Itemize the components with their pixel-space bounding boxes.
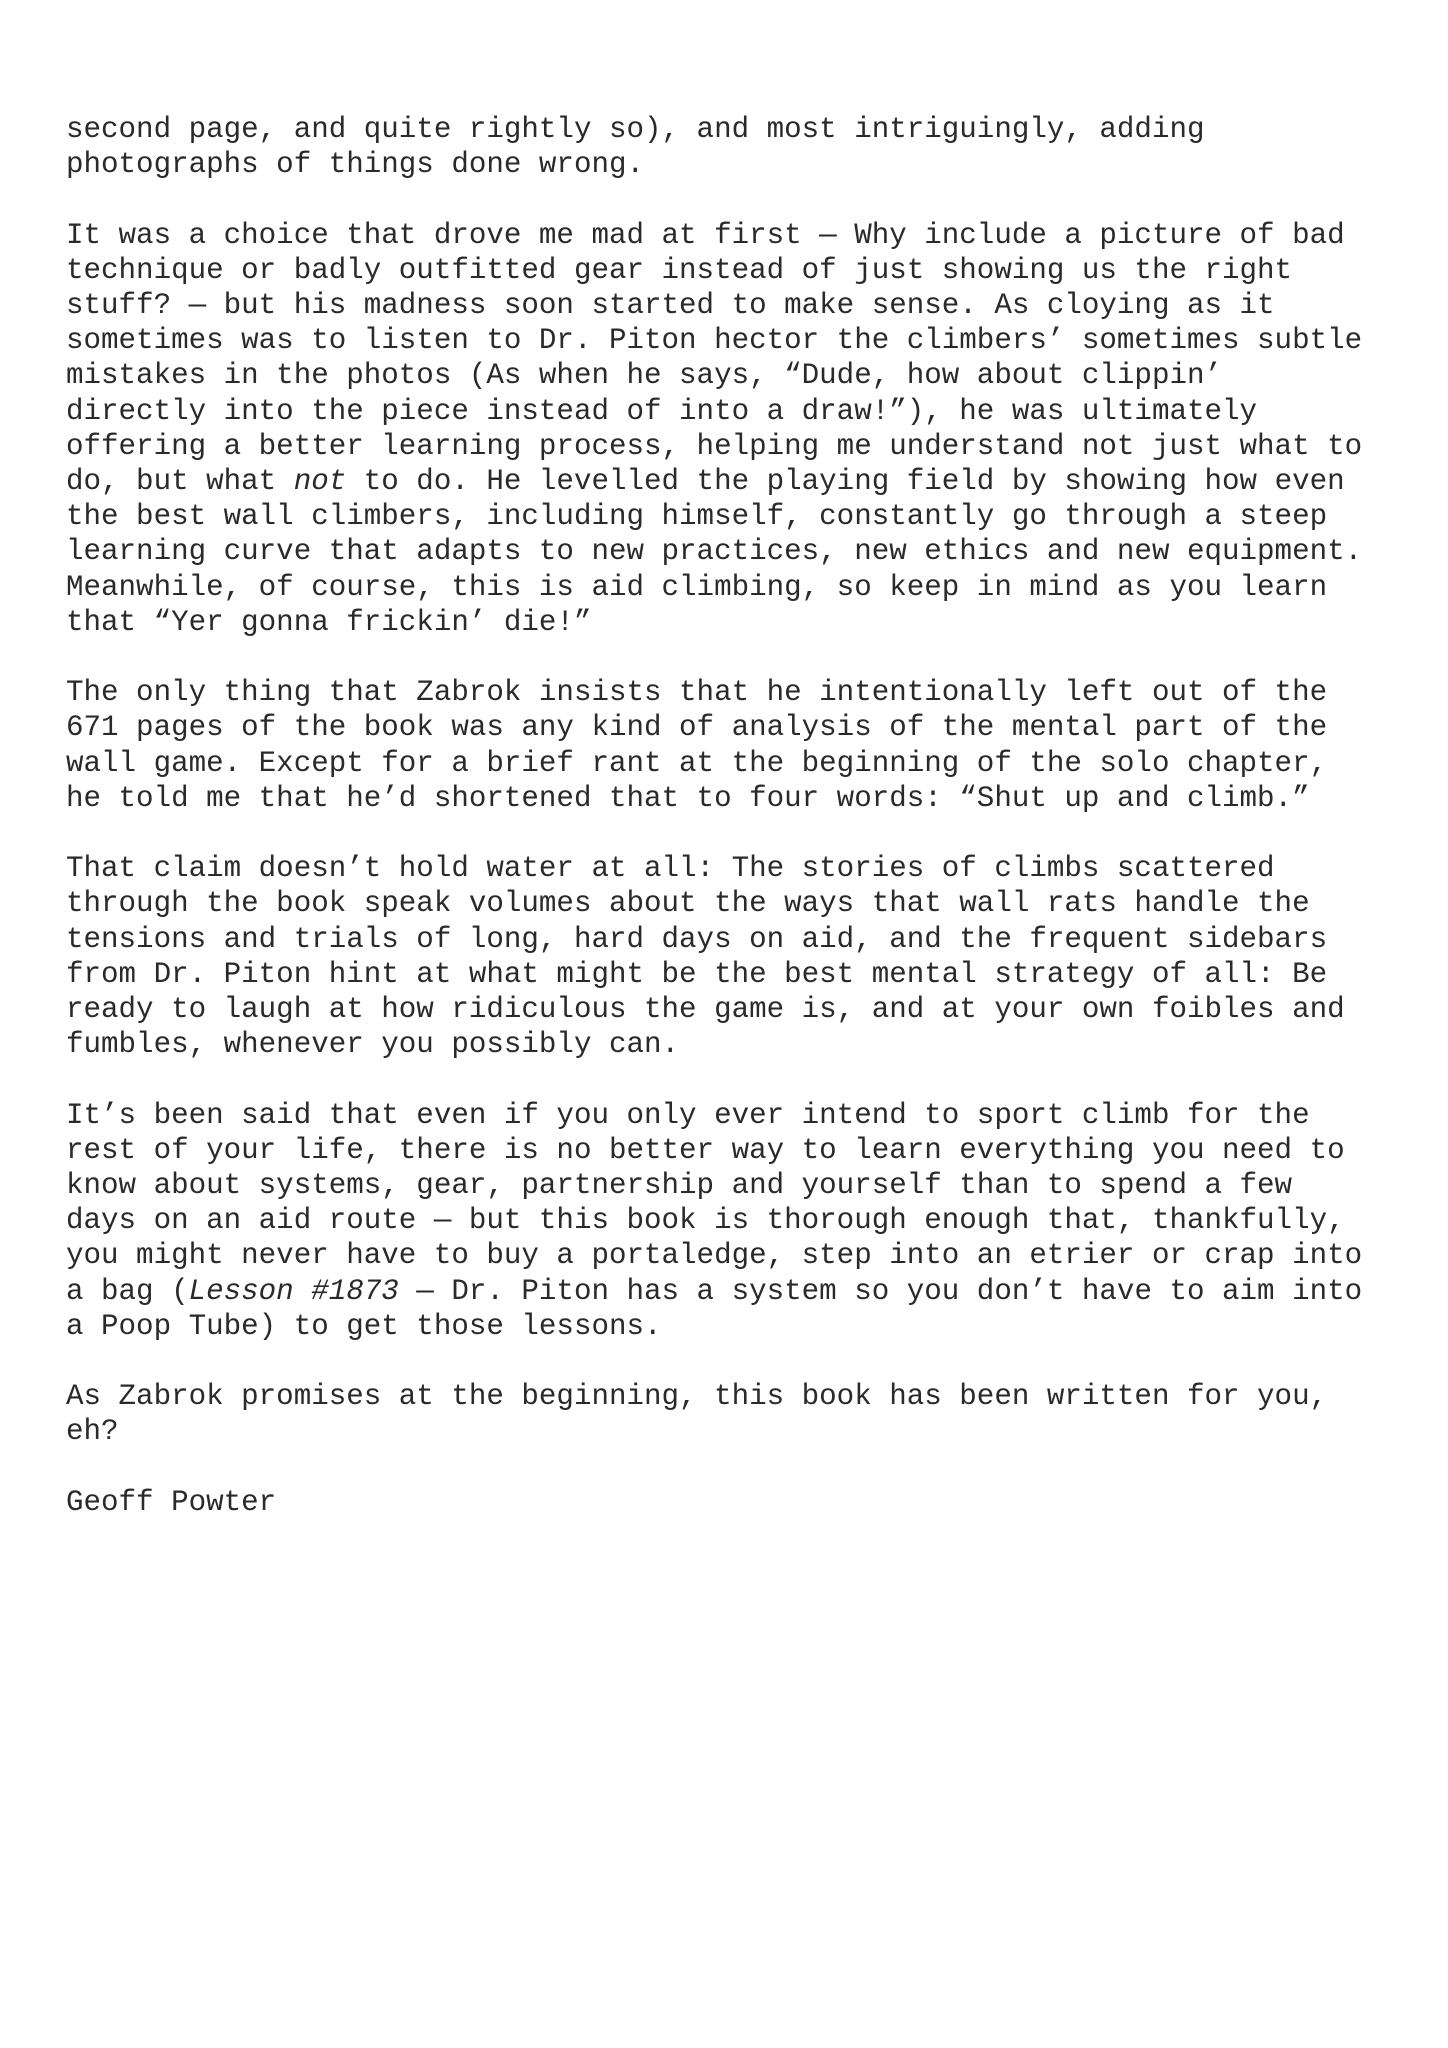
text-line bbox=[66, 710, 1406, 745]
text-line bbox=[66, 1309, 1406, 1344]
text-line bbox=[66, 1133, 1406, 1168]
text-run: days on an aid route — but this book is thorough enough that, thankfully, bbox=[66, 1204, 1345, 1238]
text-run: photographs of things done wrong. bbox=[66, 148, 645, 182]
text-run: from Dr. Piton hint at what might be the best mental strategy of all: Be bbox=[66, 957, 1328, 991]
text-line bbox=[66, 992, 1406, 1027]
text-line bbox=[66, 499, 1406, 534]
text-line bbox=[66, 394, 1406, 429]
text-run: Meanwhile, of course, this is aid climbing, so keep in mind as you learn bbox=[66, 570, 1328, 604]
text-run: mistakes in the photos (As when he says, “Dude, how about clippin’ bbox=[66, 359, 1223, 393]
text-run: wall game. Except for a brief rant at the beginning of the solo chapter, bbox=[66, 746, 1328, 780]
text-run: — Dr. Piton has a system so you don’t have to aim into bbox=[398, 1274, 1363, 1308]
text-line bbox=[66, 323, 1406, 358]
text-line bbox=[66, 218, 1406, 253]
text-run: you might never have to buy a portaledge, step into an etrier or crap into bbox=[66, 1239, 1363, 1273]
paragraph bbox=[66, 218, 1406, 640]
paragraph bbox=[66, 851, 1406, 1062]
text-run: fumbles, whenever you possibly can. bbox=[66, 1028, 680, 1062]
paragraph bbox=[66, 1379, 1406, 1449]
text-line bbox=[66, 112, 1406, 147]
text-run: It was a choice that drove me mad at first — Why include a picture of bad bbox=[66, 218, 1345, 252]
text-line bbox=[66, 746, 1406, 781]
text-run: directly into the piece instead of into a draw!”), he was ultimately bbox=[66, 394, 1258, 428]
text-run: he told me that he’d shortened that to four words: “Shut up and climb.” bbox=[66, 781, 1310, 815]
emphasis-run: Lesson #1873 bbox=[188, 1274, 399, 1308]
text-run: offering a better learning process, helping me understand not just what to bbox=[66, 429, 1363, 463]
text-run: second page, and quite rightly so), and most intriguingly, adding bbox=[66, 113, 1205, 146]
paragraph bbox=[66, 1098, 1406, 1344]
text-run: eh? bbox=[66, 1415, 119, 1449]
text-line bbox=[66, 886, 1406, 921]
text-line bbox=[66, 957, 1406, 992]
emphasis-run: not bbox=[293, 465, 347, 499]
text-line bbox=[66, 1414, 1406, 1449]
text-run: tensions and trials of long, hard days on aid, and the frequent sidebars bbox=[66, 922, 1328, 956]
text-run: ready to laugh at how ridiculous the game is, and at your own foibles and bbox=[66, 993, 1345, 1027]
text-line bbox=[66, 358, 1406, 393]
text-line bbox=[66, 675, 1406, 710]
text-line bbox=[66, 1274, 1406, 1309]
text-line bbox=[66, 1379, 1406, 1414]
text-run: that “Yer gonna frickin’ die!” bbox=[66, 605, 592, 639]
text-line bbox=[66, 464, 1406, 499]
text-line bbox=[66, 922, 1406, 957]
text-run: stuff? — but his madness soon started to make sense. As cloying as it bbox=[66, 289, 1275, 322]
text-run: sometimes was to listen to Dr. Piton hector the climbers’ sometimes subtle bbox=[66, 324, 1363, 358]
text-line bbox=[66, 1203, 1406, 1238]
text-run: 671 pages of the book was any kind of analysis of the mental part of the bbox=[66, 711, 1328, 745]
text-run: technique or badly outfitted gear instead of just showing us the right bbox=[66, 253, 1293, 287]
text-run: do, but what bbox=[66, 465, 294, 499]
text-line bbox=[66, 534, 1406, 569]
text-line bbox=[66, 851, 1406, 886]
text-run: know about systems, gear, partnership and yourself than to spend a few bbox=[66, 1169, 1293, 1203]
text-line bbox=[66, 1238, 1406, 1273]
document-page bbox=[66, 112, 1406, 1520]
text-line bbox=[66, 253, 1406, 288]
text-run: to do. He levelled the playing field by showing how even bbox=[346, 465, 1345, 499]
text-line bbox=[66, 1098, 1406, 1133]
text-run: The only thing that Zabrok insists that he intentionally left out of the bbox=[66, 676, 1328, 710]
paragraph bbox=[66, 675, 1406, 816]
text-line bbox=[66, 288, 1406, 323]
text-run: a Poop Tube) to get those lessons. bbox=[66, 1309, 662, 1343]
text-line bbox=[66, 147, 1406, 182]
text-line bbox=[66, 781, 1406, 816]
text-line bbox=[66, 429, 1406, 464]
paragraph bbox=[66, 112, 1406, 182]
text-line bbox=[66, 605, 1406, 640]
text-run: through the book speak volumes about the ways that wall rats handle the bbox=[66, 887, 1310, 921]
text-run: Geoff Powter bbox=[66, 1485, 277, 1519]
text-line bbox=[66, 570, 1406, 605]
text-run: rest of your life, there is no better way to learn everything you need to bbox=[66, 1133, 1345, 1167]
text-line bbox=[66, 1485, 1406, 1520]
text-run: a bag ( bbox=[66, 1274, 189, 1308]
text-run: learning curve that adapts to new practices, new ethics and new equipment. bbox=[66, 535, 1363, 569]
text-line bbox=[66, 1168, 1406, 1203]
text-run: That claim doesn’t hold water at all: The stories of climbs scattered bbox=[66, 852, 1275, 886]
text-run: As Zabrok promises at the beginning, this book has been written for you, bbox=[66, 1380, 1328, 1414]
signature bbox=[66, 1485, 1406, 1520]
text-run: It’s been said that even if you only ever intend to sport climb for the bbox=[66, 1098, 1310, 1132]
text-line bbox=[66, 1027, 1406, 1062]
text-run: the best wall climbers, including himself, constantly go through a steep bbox=[66, 500, 1328, 534]
